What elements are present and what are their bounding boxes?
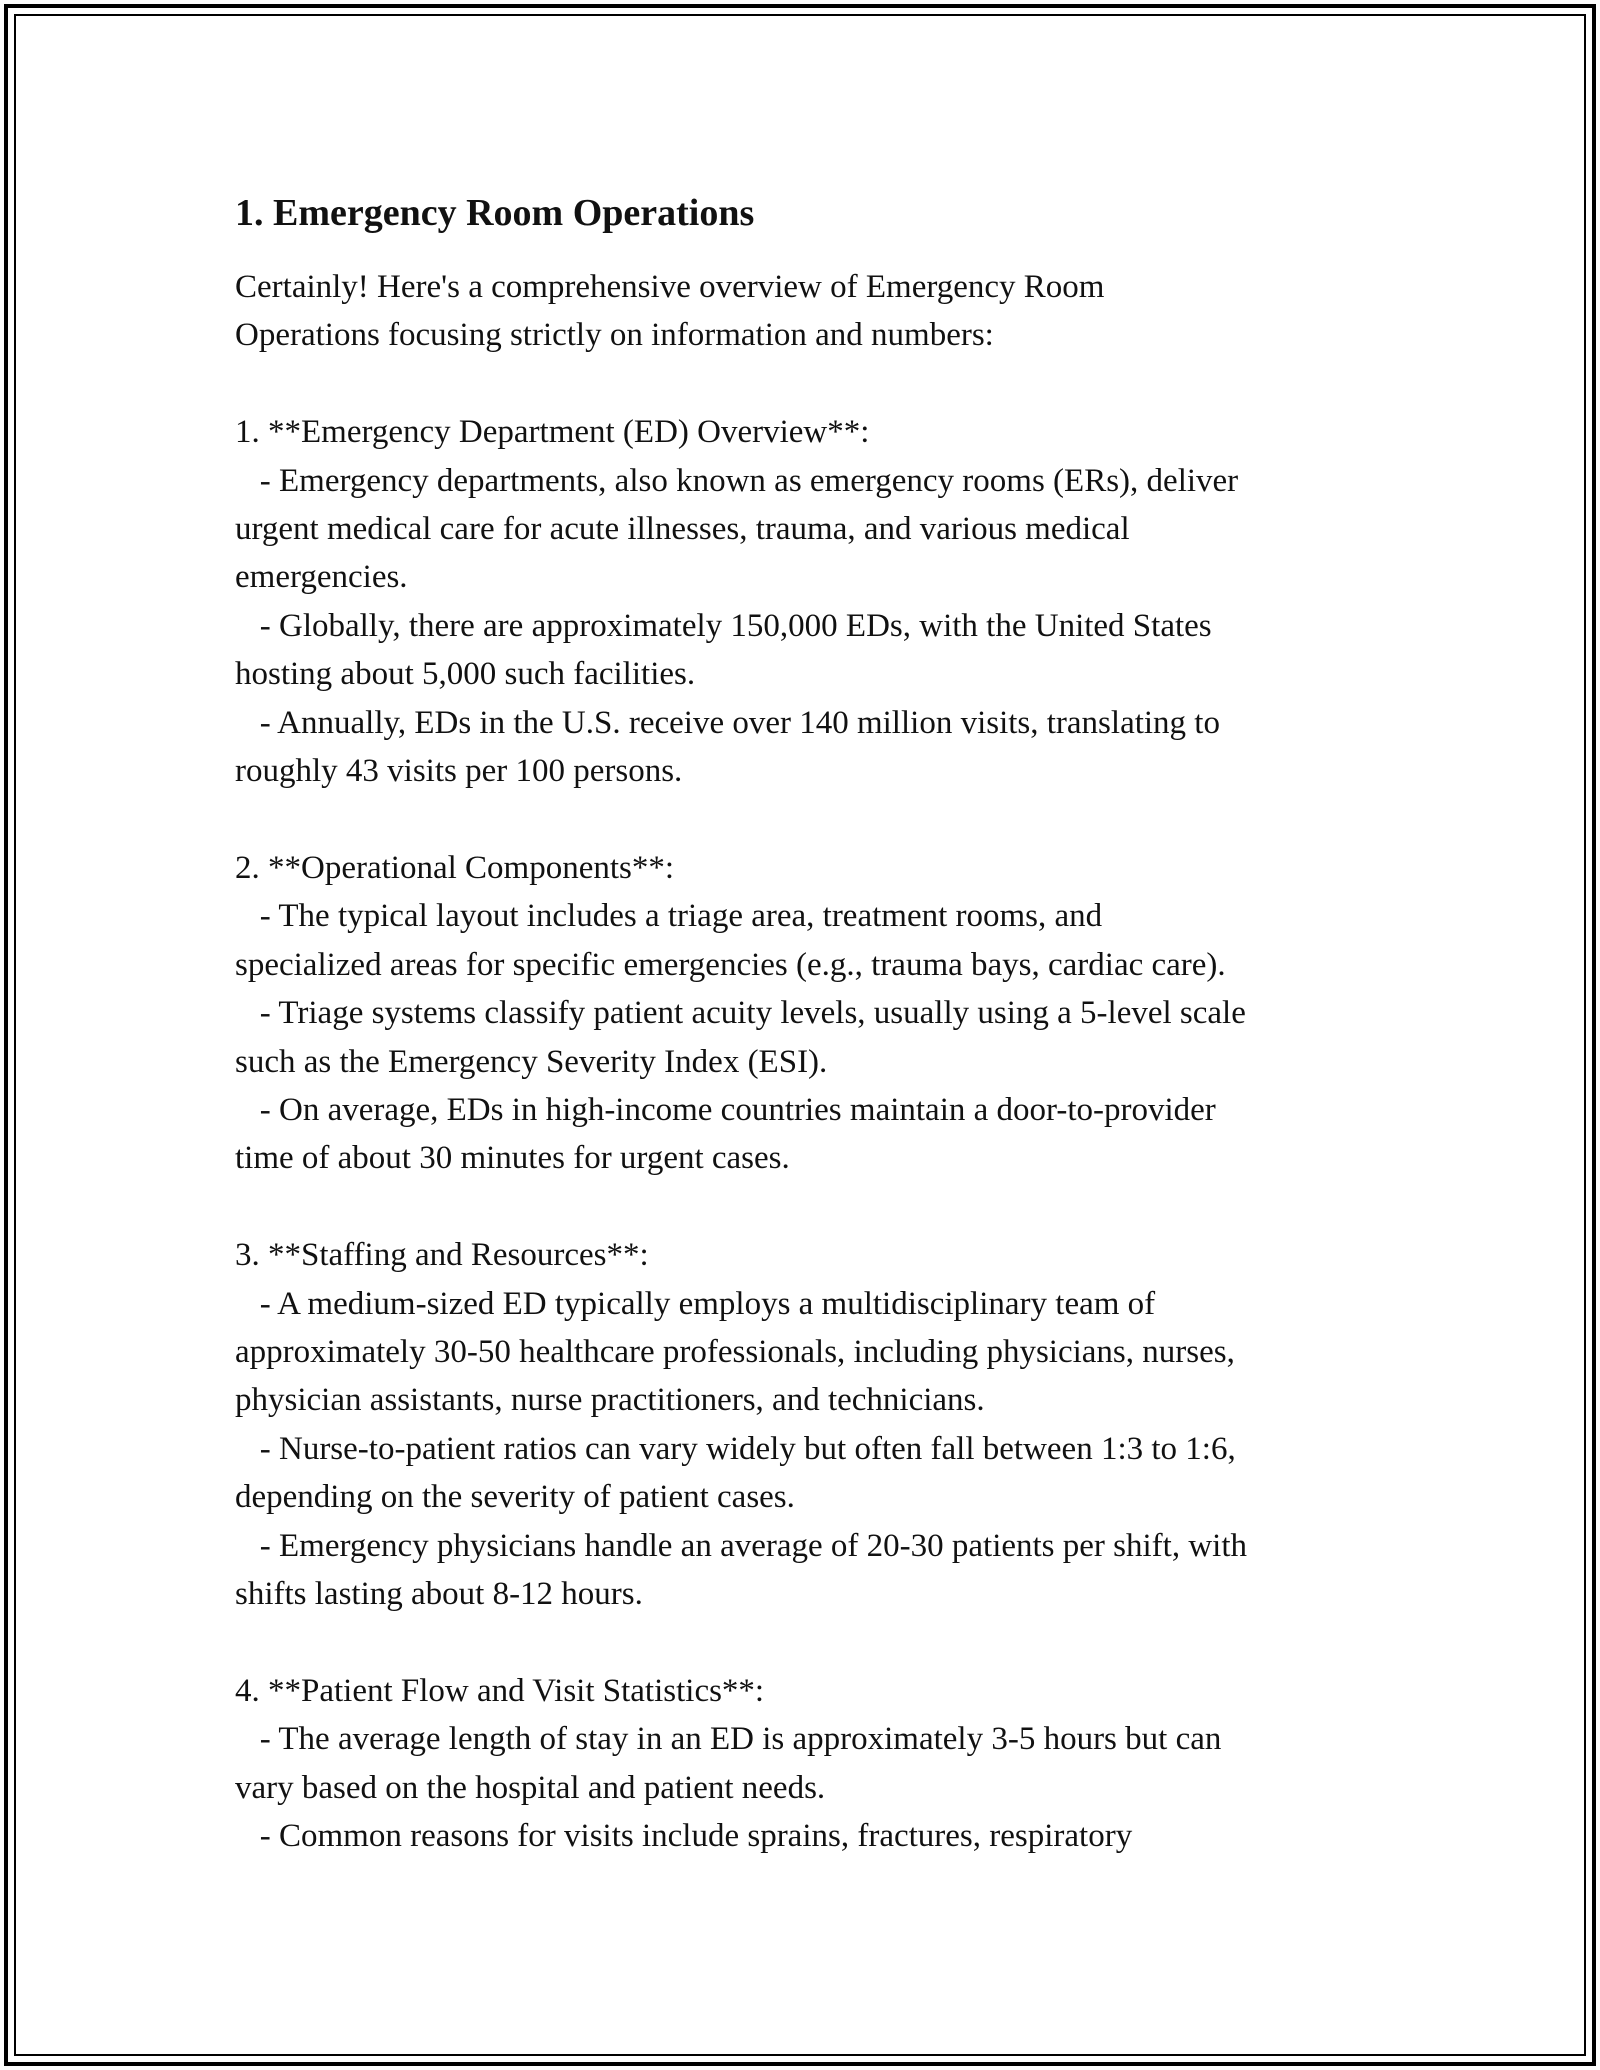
document-content	[235, 185, 1385, 1860]
section-heading: 1. Emergency Room Operations	[235, 192, 755, 234]
document-body-text: Certainly! Here's a comprehensive overview of Emergency Room Operations focusing strictly on information and numbers: 1. **Emergency Department (ED) Overview**: - Emergency departments, also known as emergency rooms (ERs), deliver urgent medical care for acute illnesses, trauma, and various medical emergencies. - Globally, there are approximately 150,000 EDs, with the United States hosting about 5,000 such facilities. - Annually, EDs in the U.S. receive over 140 million visits, translating to roughly 43 visits per 100 persons. 2. **Operational Components**: - The typical layout includes a triage area, treatment rooms, and specialized areas for specific emergencies (e.g., trauma bays, cardiac care). - Triage systems classify patient acuity levels, usually using a 5-level scale such as the Emergency Severity Index (ESI). - On average, EDs in high-income countries maintain a door-to-provider time of about 30 minutes for urgent cases. 3. **Staffing and Resources**: - A medium-sized ED typically employs a multidisciplinary team of approximately 30-50 healthcare professionals, including physicians, nurses, physician assistants, nurse practitioners, and technicians. - Nurse-to-patient ratios can vary widely but often fall between 1:3 to 1:6, depending on the severity of patient cases. - Emergency physicians handle an average of 20-30 patients per shift, with shifts lasting about 8-12 hours. 4. **Patient Flow and Visit Statistics**: - The average length of stay in an ED is approximately 3-5 hours but can vary based on the hospital and patient needs. - Common reasons for visits include sprains, fractures, respiratory	[235, 269, 1247, 1854]
